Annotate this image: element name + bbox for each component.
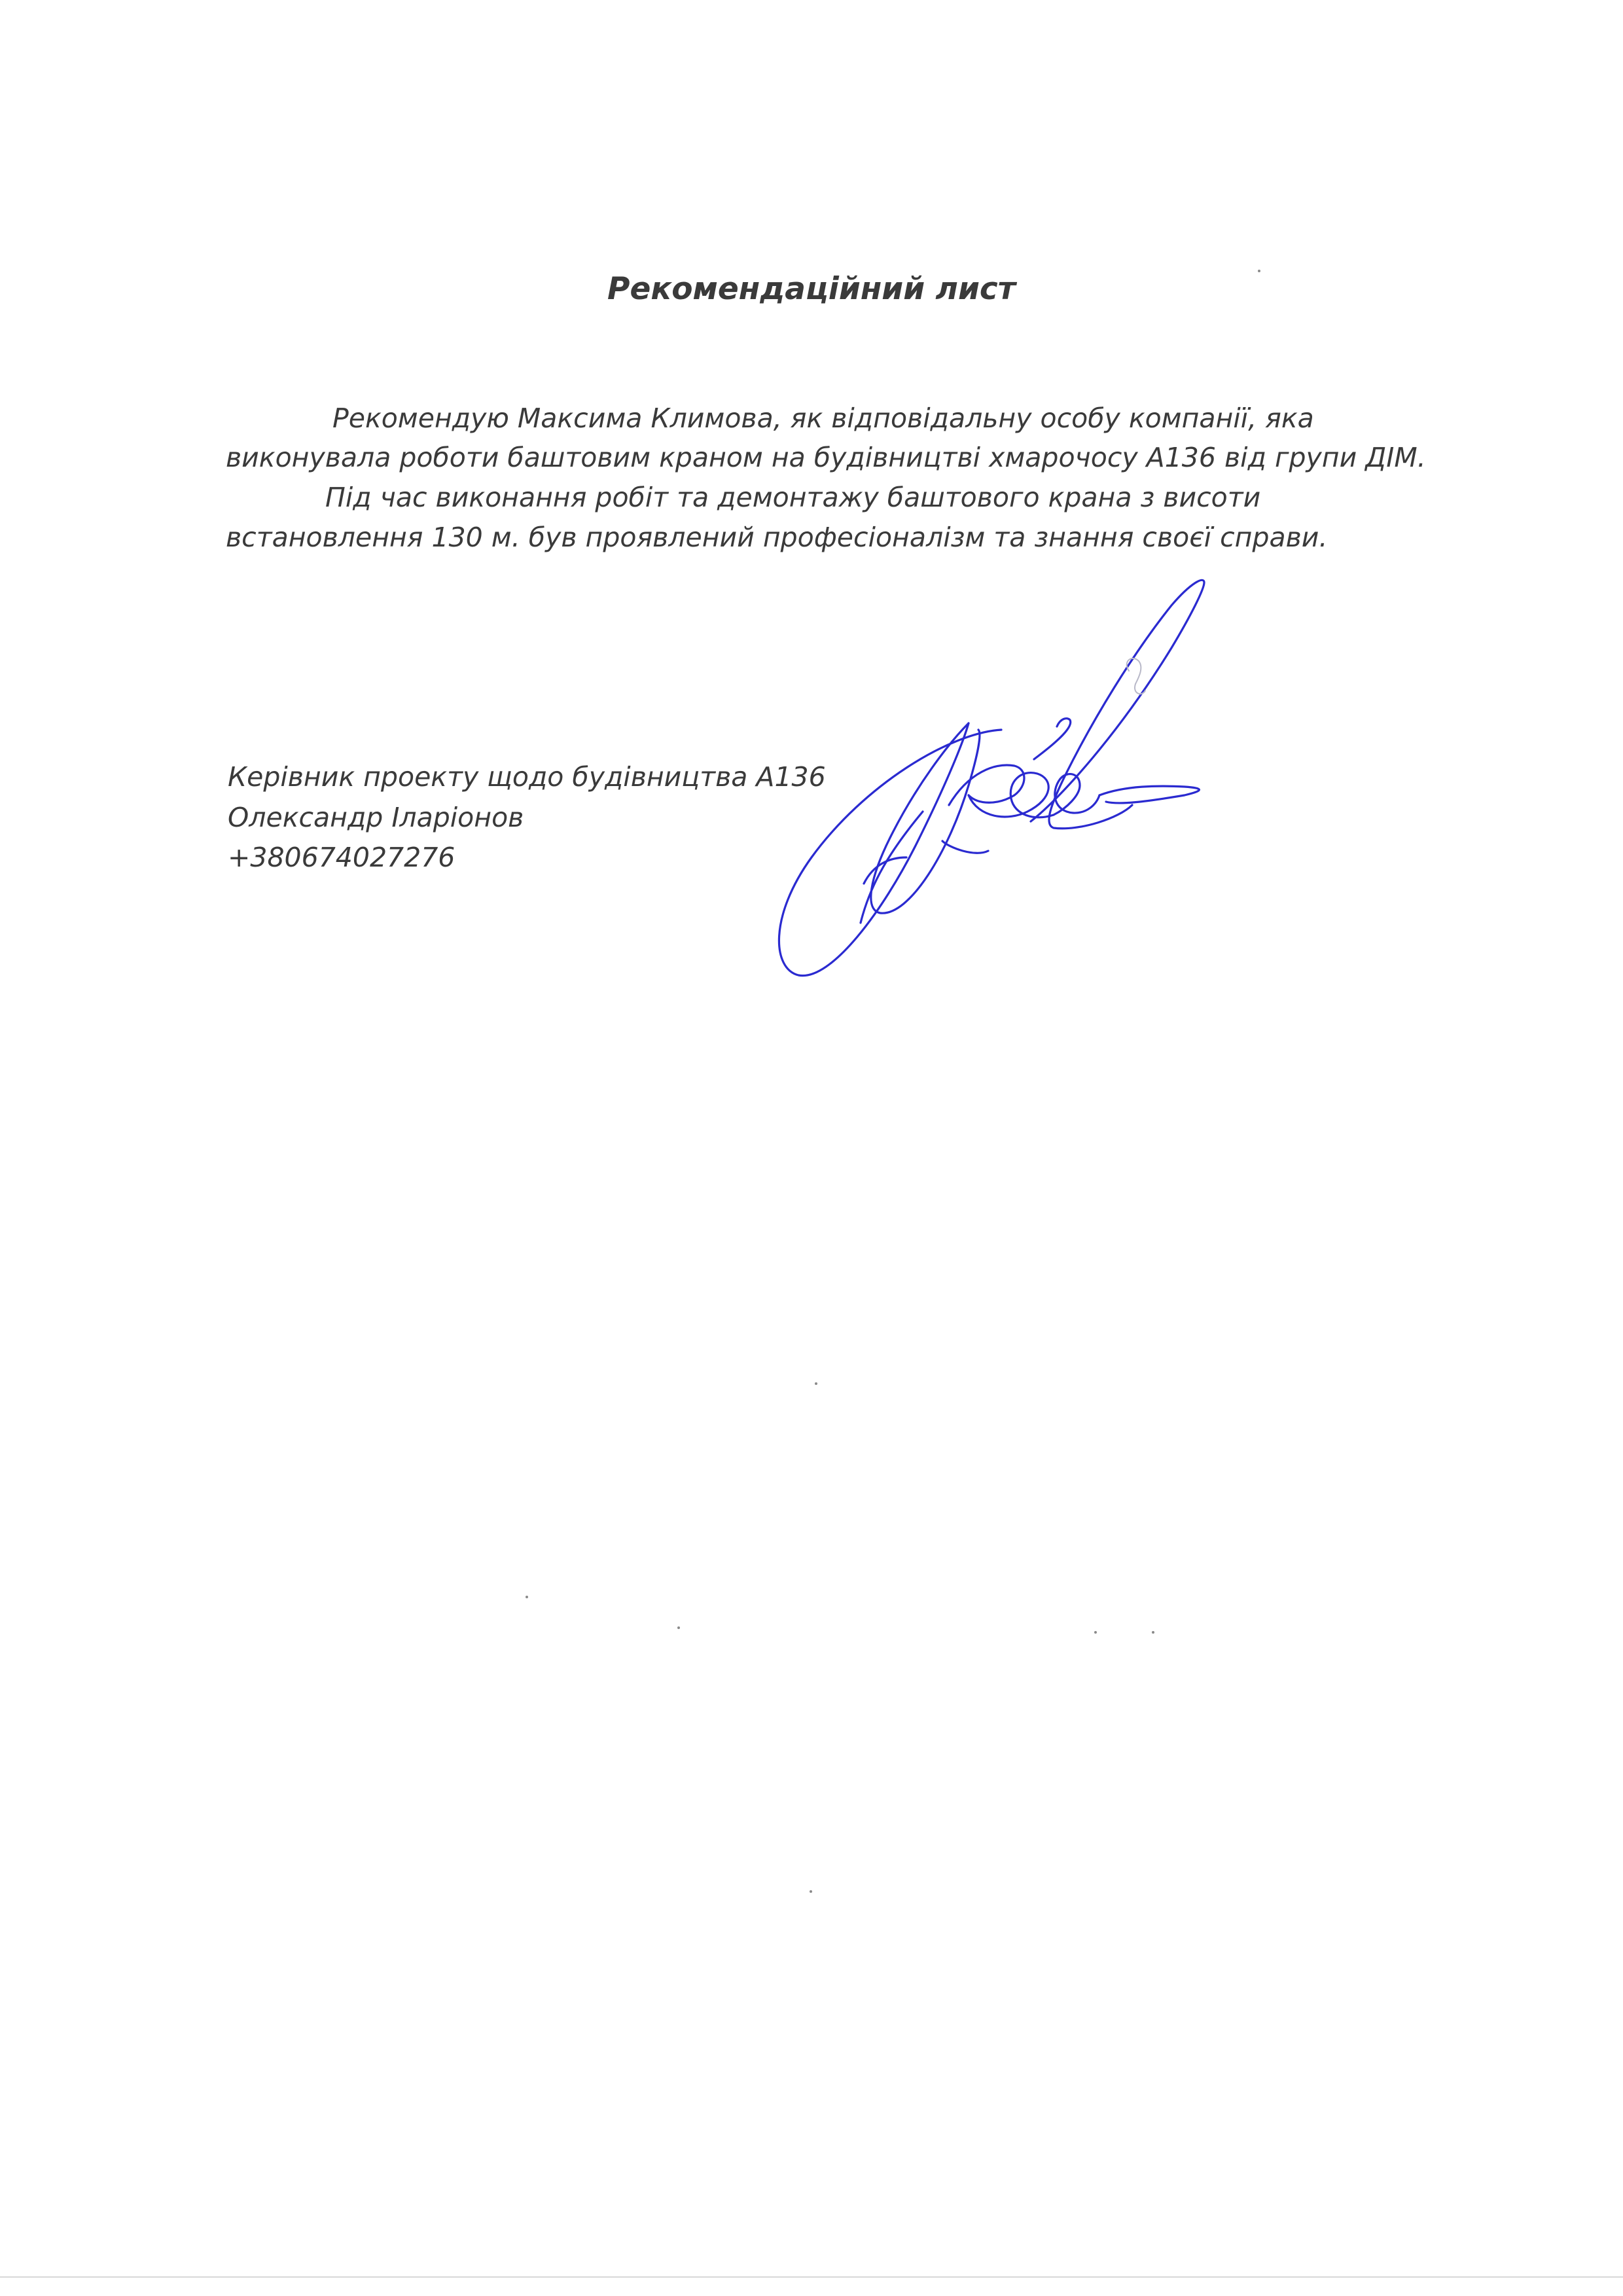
scan-speck <box>815 1382 817 1385</box>
scan-speck <box>810 1890 812 1893</box>
scan-speck <box>677 1626 680 1629</box>
scan-speck <box>526 1596 528 1598</box>
scan-speck <box>1094 1631 1097 1634</box>
handwritten-signature-icon <box>753 569 1250 995</box>
paragraph-line-4: встановлення 130 м. був проявлений професіоналізм та знання своєї справи. <box>226 522 1328 553</box>
paragraph-line-2: виконувала роботи баштовим краном на будівництві хмарочосу А136 від групи ДІМ. <box>226 442 1426 473</box>
paragraph-line-3: Під час виконання робіт та демонтажу баштового крана з висоти <box>325 482 1261 513</box>
signatory-name: Олександр Іларіонов <box>228 802 524 833</box>
scan-bottom-edge <box>0 2276 1623 2278</box>
paragraph-line-1: Рекомендую Максима Климова, як відповідальну особу компанії, яка <box>332 403 1314 434</box>
scan-speck <box>1152 1631 1154 1634</box>
signatory-position: Керівник проекту щодо будівництва А136 <box>228 761 826 793</box>
signatory-phone: +380674027276 <box>228 842 455 873</box>
scan-speck <box>1258 270 1260 272</box>
letter-title: Рекомендаційний лист <box>607 271 1016 307</box>
